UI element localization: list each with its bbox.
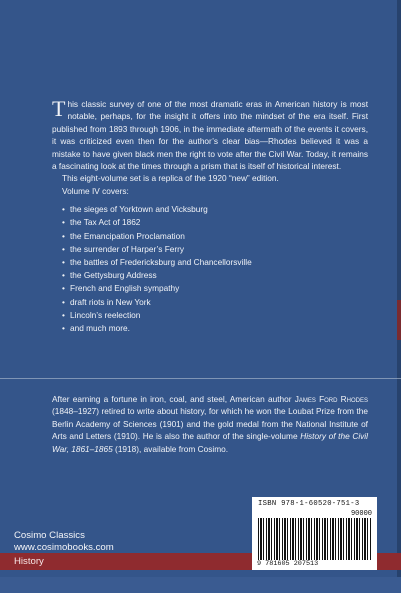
author-bio (52, 393, 368, 455)
topics-list (62, 203, 368, 335)
bio-text-end: (1918), available from Cosimo. (112, 443, 229, 454)
price-code: 90000 (350, 510, 372, 518)
list-item: • the sieges of Yorktown and Vicksburg (62, 203, 368, 216)
intro-text: his classic survey of one of the most dramatic eras in American history is most notable, perhaps, for the insight it offers into the mindset of the era itself. First published from 1893 through 1906, in the immediate aftermath of the events it covers, it was criticized even then for the author’s clear bias—Rhodes believed it was a mistake to have given black men the right to vote after the Civil War. Today, it remains a fascinating look at the times through a prism that is itself of historical interest. (52, 99, 368, 172)
barcode-digits: 9 781605 207513 (257, 560, 319, 568)
list-item: • Lincoln’s reelection (62, 309, 368, 322)
list-item: • the surrender of Harper’s Ferry (62, 243, 368, 256)
cover-edge (397, 0, 401, 593)
publisher-brand (14, 530, 114, 554)
intro-paragraph (52, 98, 368, 172)
volume-heading: Volume IV covers: (62, 185, 129, 196)
list-item: • French and English sympathy (62, 282, 368, 295)
bottom-edge (0, 577, 401, 593)
list-item: • and much more. (62, 322, 368, 335)
replica-note: This eight-volume set is a replica of the 1920 “new” edition. (62, 173, 279, 184)
bio-text-after: (1848–1927) retired to write about history, for which he won the Loubat Prize from the Berlin Academy of Sciences (1901) and the gold medal from the National Institute of Arts and Letters (1910). He is also the author of the single-volume (52, 406, 368, 442)
section-divider (0, 378, 401, 379)
list-item: • the Tax Act of 1862 (62, 216, 368, 229)
publisher-website[interactable]: www.cosimobooks.com (14, 542, 114, 553)
barcode-panel (252, 497, 377, 570)
list-item: • the Emancipation Proclamation (62, 230, 368, 243)
list-item: • the Gettysburg Address (62, 269, 368, 282)
bio-text-before: After earning a fortune in iron, coal, and steel, American author (52, 394, 295, 404)
book-title: History of the Civil War, 1861–1865 (52, 431, 368, 454)
list-item: • draft riots in New York (62, 296, 368, 309)
barcode-image (258, 518, 371, 560)
spine-mark (397, 300, 401, 340)
list-item: • the battles of Fredericksburg and Chancellorsville (62, 256, 368, 269)
author-name: James Ford Rhodes (294, 394, 368, 404)
isbn-number: ISBN 978-1-60520-751-3 (258, 500, 360, 508)
description-block (52, 98, 368, 335)
genre-label: History (14, 556, 44, 567)
drop-cap: T (52, 96, 66, 121)
publisher-name: Cosimo Classics (14, 530, 85, 541)
